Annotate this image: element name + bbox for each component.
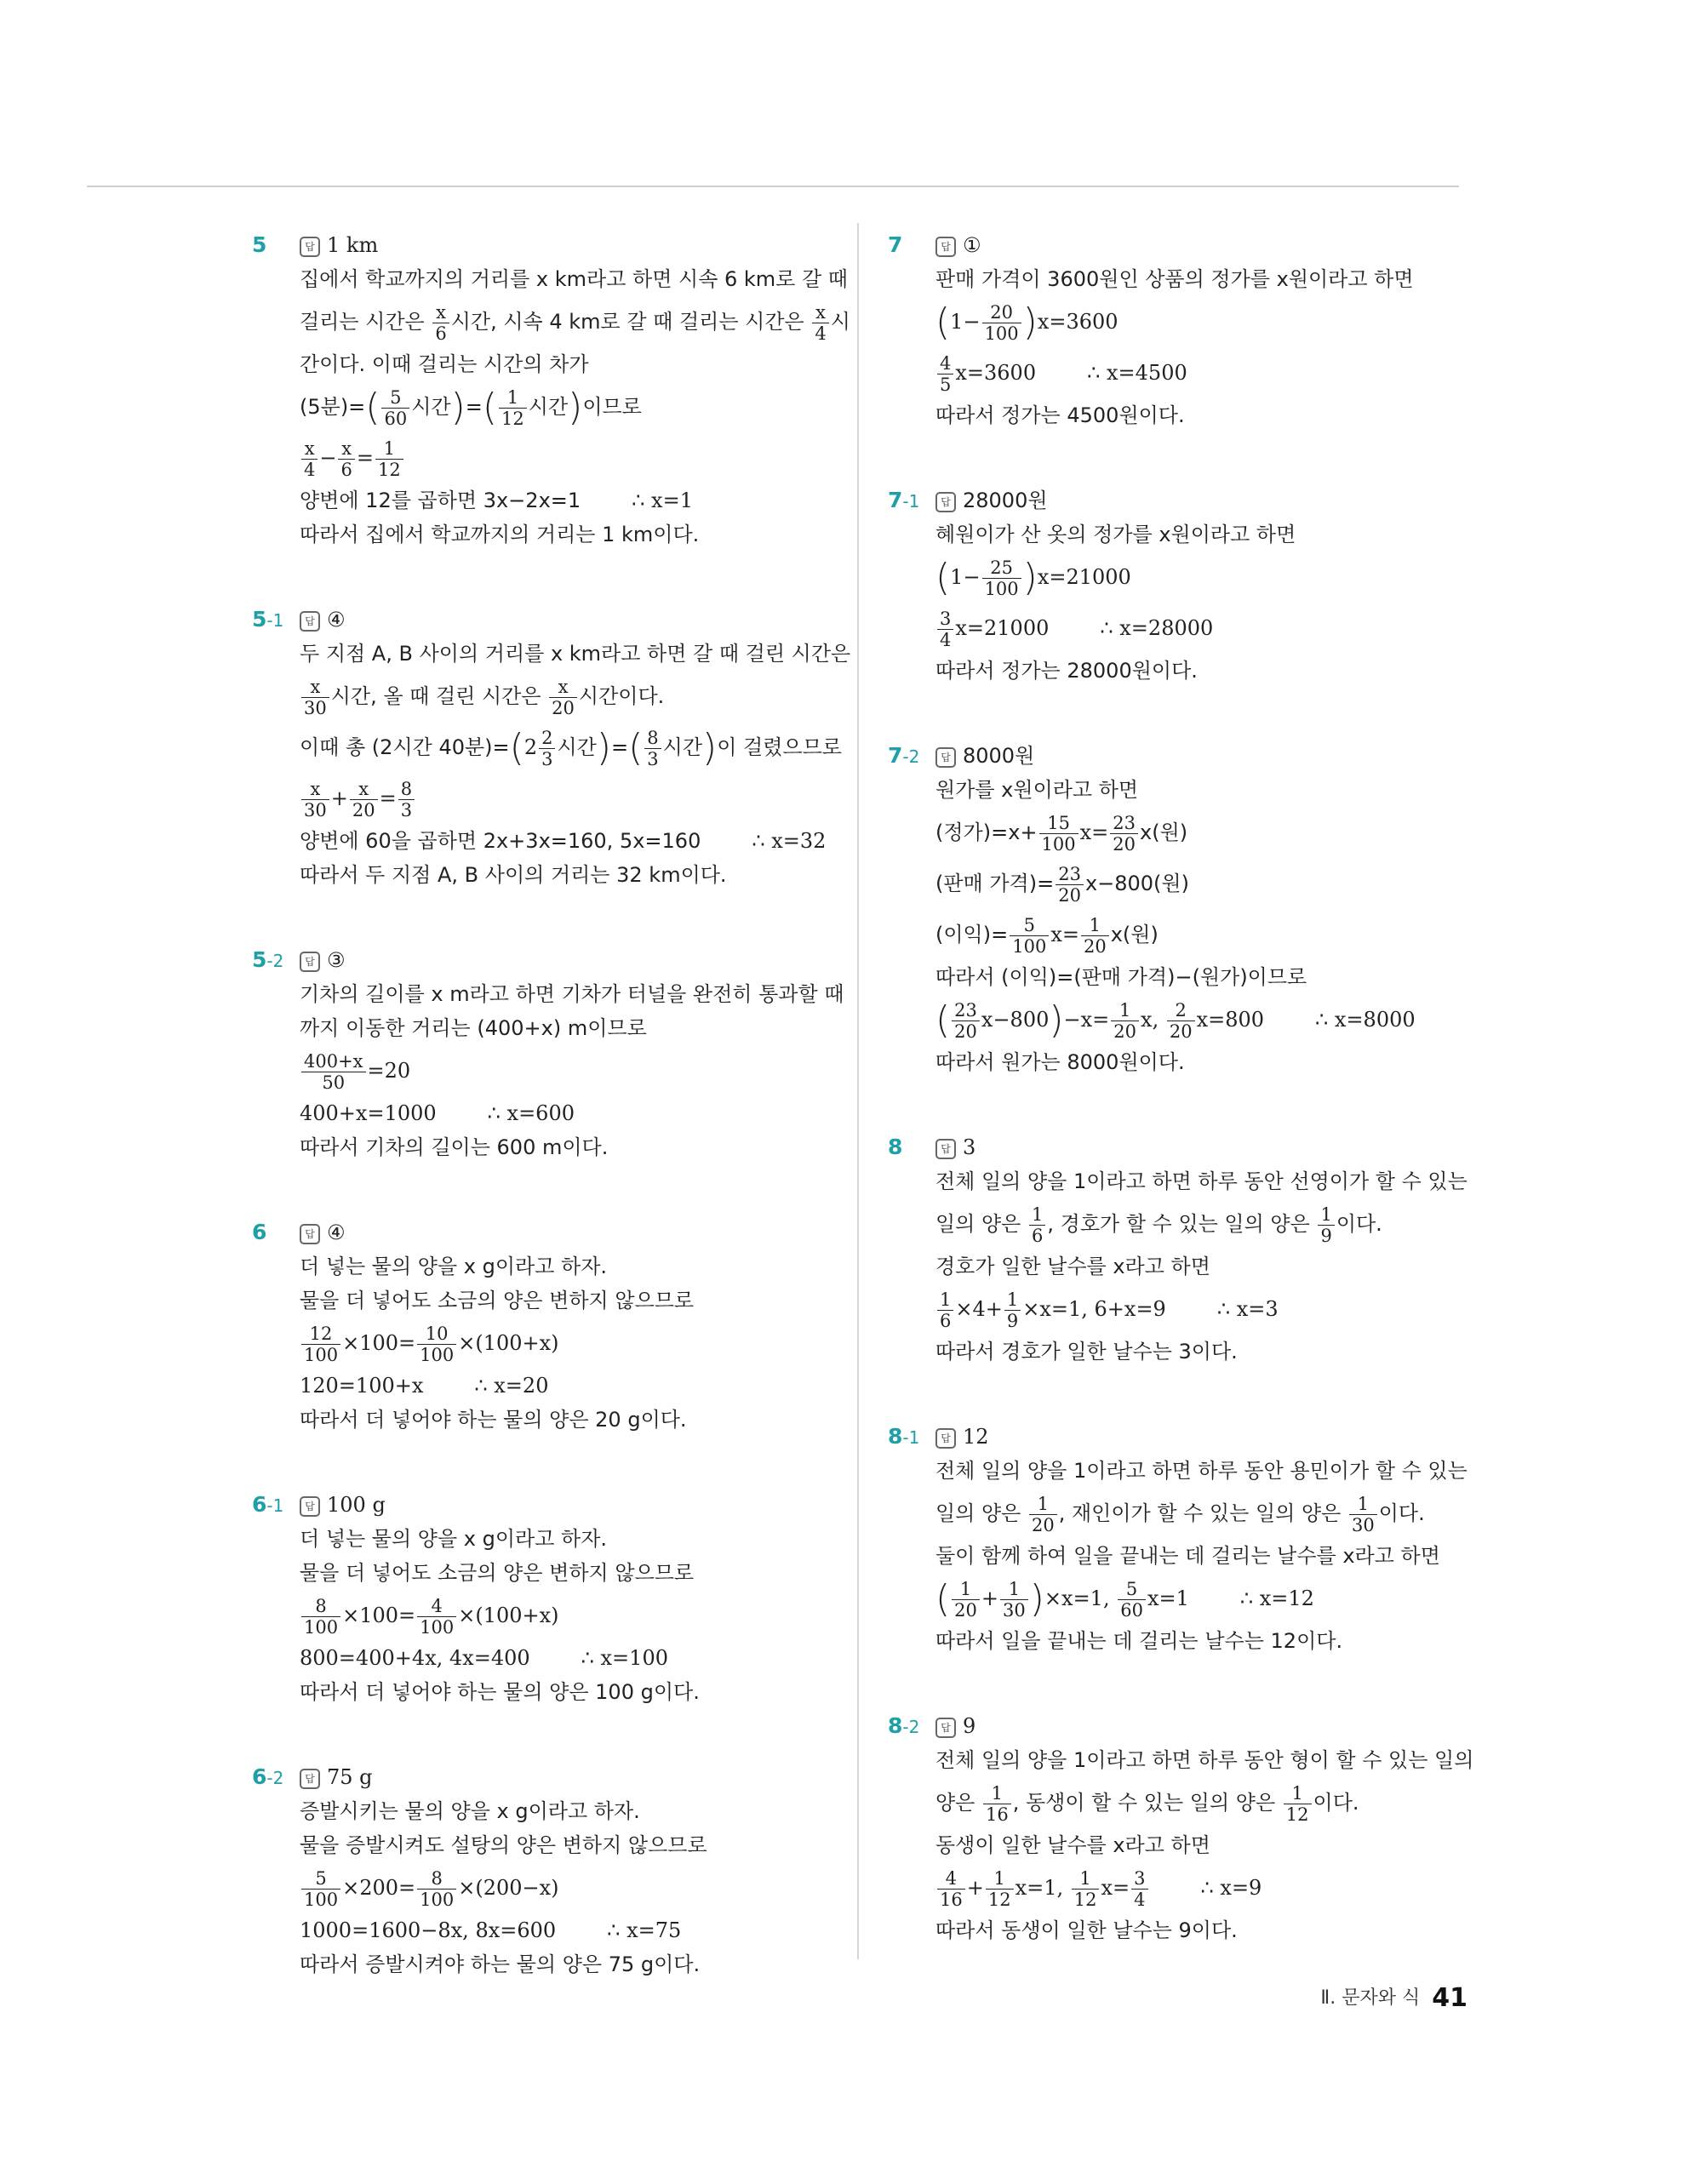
answer-icon: 답 — [300, 952, 320, 972]
equation: $\frac{4}{16}$ + $\frac{1}{12}$ x=1, $\frac{1}{12}$ x= $\frac{3}{4}$ ∴ x=9 — [935, 1862, 1475, 1913]
answer: 12 — [963, 1425, 989, 1449]
answer-icon: 답 — [935, 1139, 956, 1159]
text-line: 판매 가격이 3600원인 상품의 정가를 x원이라고 하면 — [935, 267, 1414, 291]
text-line: 800=400+4x, 4x=400 ∴ x=100 — [300, 1646, 668, 1670]
answer: ④ — [327, 608, 346, 632]
text-line: 두 지점 A, B 사이의 거리를 x km라고 하면 갈 때 걸린 시간은 — [300, 642, 851, 666]
column-divider — [857, 223, 859, 1959]
equation: (이익)= $\frac{5}{100}$ x= $\frac{1}{20}$ x(원) — [935, 914, 1159, 957]
problem-7-1 — [888, 483, 1475, 688]
conclusion: 따라서 동생이 일한 날수는 9이다. — [935, 1918, 1238, 1942]
text-line: 전체 일의 양을 1이라고 하면 하루 동안 형이 할 수 있는 일의 — [935, 1748, 1474, 1772]
equation: ( $\frac{23}{20}$ x−800)−x= $\frac{1}{20}$ x, $\frac{2}{20}$ x=800 ∴ x=8000 — [935, 998, 1416, 1042]
chapter-label: Ⅱ. 문자와 식 — [1320, 1987, 1421, 2009]
problem-6-2 — [252, 1760, 839, 1981]
problem-number: 5 — [252, 232, 267, 257]
equation: $\frac{12}{100}$ ×100= $\frac{10}{100}$ ×(100+x) — [300, 1318, 839, 1369]
problem-number: 6 — [252, 1220, 267, 1244]
answer: 9 — [963, 1714, 976, 1738]
answer: 8000원 — [963, 744, 1035, 768]
answer: ① — [963, 233, 981, 257]
text-line: 양변에 12를 곱하면 3x−2x=1 ∴ x=1 — [300, 489, 693, 512]
right-column — [888, 228, 1475, 1947]
problem-6 — [252, 1215, 839, 1437]
problem-8 — [888, 1130, 1475, 1369]
problem-number: 7-1 — [888, 488, 920, 512]
text-line: 더 넣는 물의 양을 x g이라고 하자. — [300, 1255, 608, 1278]
equation: $\frac{5}{100}$ ×200= $\frac{8}{100}$ ×(200−x) — [300, 1862, 839, 1913]
answer-icon: 답 — [935, 492, 956, 512]
equation: (1− $\frac{20}{100}$ )x=3600 — [935, 300, 1118, 344]
equation: $\frac{400+x}{50}$ =20 — [300, 1045, 839, 1096]
answer: 100 g — [327, 1493, 386, 1517]
conclusion: 따라서 증발시켜야 하는 물의 양은 75 g이다. — [300, 1952, 701, 1976]
text-line: 물을 증발시켜도 설탕의 양은 변하지 않으므로 — [300, 1833, 707, 1857]
text-line: 따라서 (이익)=(판매 가격)−(원가)이므로 — [935, 965, 1307, 989]
conclusion: 따라서 더 넣어야 하는 물의 양은 20 g이다. — [300, 1408, 687, 1432]
conclusion: 따라서 원가는 8000원이다. — [935, 1050, 1185, 1074]
page-number: 41 — [1432, 1983, 1467, 2013]
equation: $\frac{x}{4}$ − $\frac{x}{6}$ = $\frac{1}{12}$ — [300, 432, 839, 483]
text-line: 기차의 길이를 x m라고 하면 기차가 터널을 완전히 통과할 때 — [300, 982, 844, 1006]
problem-7-2 — [888, 739, 1475, 1079]
text-line: $\frac{x}{30}$ 시간, 올 때 걸린 시간은 $\frac{x}{20}$ 시간이다. — [300, 671, 839, 722]
equation: $\frac{x}{30}$ + $\frac{x}{20}$ = $\frac{8}{3}$ — [300, 773, 839, 824]
problem-7 — [888, 228, 1475, 432]
text-line: 120=100+x ∴ x=20 — [300, 1374, 549, 1398]
text-line: 양은 $\frac{1}{16}$ , 동생이 할 수 있는 일의 양은 $\frac{1}{12}$ 이다. — [935, 1782, 1359, 1825]
text-line: 경호가 일한 날수를 x라고 하면 — [935, 1255, 1210, 1278]
text-line: 둘이 함께 하여 일을 끝내는 데 걸리는 날수를 x라고 하면 — [935, 1544, 1440, 1568]
answer-icon: 답 — [935, 1428, 956, 1449]
equation: (판매 가격)= $\frac{23}{20}$ x−800(원) — [935, 863, 1189, 906]
equation: ( $\frac{1}{20}$ + $\frac{1}{30}$ )×x=1, $\frac{5}{60}$ x=1 ∴ x=12 — [935, 1577, 1314, 1621]
text-line: 혜원이가 산 옷의 정가를 x원이라고 하면 — [935, 523, 1296, 546]
page-footer — [1320, 1983, 1467, 2013]
problem-6-1 — [252, 1488, 839, 1709]
problem-number: 6-2 — [252, 1764, 284, 1789]
top-rule — [87, 186, 1459, 187]
text-line: 간이다. 이때 걸리는 시간의 차가 — [300, 352, 589, 376]
text-line: 물을 더 넣어도 소금의 양은 변하지 않으므로 — [300, 1561, 695, 1585]
text-line: 400+x=1000 ∴ x=600 — [300, 1101, 575, 1125]
conclusion: 따라서 정가는 4500원이다. — [935, 403, 1185, 427]
answer: 28000원 — [963, 489, 1048, 512]
text-line: 물을 더 넣어도 소금의 양은 변하지 않으므로 — [300, 1289, 695, 1312]
conclusion: 따라서 경호가 일한 날수는 3이다. — [935, 1340, 1238, 1364]
equation: (1− $\frac{25}{100}$ )x=21000 — [935, 556, 1131, 599]
problem-5-1 — [252, 603, 851, 892]
problem-8-2 — [888, 1709, 1475, 1947]
equation: $\frac{8}{100}$ ×100= $\frac{4}{100}$ ×(100+x) — [300, 1590, 839, 1641]
conclusion: 따라서 정가는 28000원이다. — [935, 659, 1198, 683]
problem-number: 7-2 — [888, 743, 920, 768]
answer-icon: 답 — [935, 1718, 956, 1738]
equation: $\frac{1}{6}$ ×4+ $\frac{1}{9}$ ×x=1, 6+x=9 ∴ x=3 — [935, 1284, 1475, 1335]
text-line: 증발시키는 물의 양을 x g이라고 하자. — [300, 1799, 640, 1823]
text-line: 원가를 x원이라고 하면 — [935, 778, 1139, 802]
conclusion: 따라서 두 지점 A, B 사이의 거리는 32 km이다. — [300, 863, 727, 887]
problem-number: 6-1 — [252, 1492, 284, 1517]
answer-icon: 답 — [935, 237, 956, 257]
text-line: 1000=1600−8x, 8x=600 ∴ x=75 — [300, 1918, 682, 1942]
answer: 75 g — [327, 1765, 373, 1789]
text-line: 걸리는 시간은 $\frac{x}{6}$ 시간, 시속 4 km로 갈 때 걸리는 시간은 $\frac{x}{4}$ 시 — [300, 301, 850, 344]
text-line: 이때 총 (2시간 40분)=(2 $\frac{2}{3}$ 시간)=( $\frac{8}{3}$ 시간)이 걸렸으므로 — [300, 726, 842, 769]
problem-8-1 — [888, 1420, 1475, 1658]
answer-icon: 답 — [935, 747, 956, 768]
text-line: 전체 일의 양을 1이라고 하면 하루 동안 용민이가 할 수 있는 — [935, 1459, 1467, 1483]
text-line: (5분)=( $\frac{5}{60}$ 시간)=( $\frac{1}{12}$ 시간)이므로 — [300, 386, 642, 429]
text-line: 까지 이동한 거리는 (400+x) m이므로 — [300, 1016, 647, 1040]
answer-icon: 답 — [300, 611, 320, 632]
conclusion: 따라서 더 넣어야 하는 물의 양은 100 g이다. — [300, 1680, 700, 1704]
text-line: 더 넣는 물의 양을 x g이라고 하자. — [300, 1527, 608, 1551]
answer: ③ — [327, 948, 346, 972]
conclusion: 따라서 일을 끝내는 데 걸리는 날수는 12이다. — [935, 1629, 1343, 1653]
answer-icon: 답 — [300, 1769, 320, 1789]
text-line: 일의 양은 $\frac{1}{6}$ , 경호가 할 수 있는 일의 양은 $\frac{1}{9}$ 이다. — [935, 1203, 1382, 1246]
problem-number: 8-2 — [888, 1713, 920, 1738]
problem-number: 5-1 — [252, 607, 284, 632]
conclusion: 따라서 기차의 길이는 600 m이다. — [300, 1135, 609, 1159]
equation: $\frac{3}{4}$ x=21000 ∴ x=28000 — [935, 603, 1475, 654]
text-line: 집에서 학교까지의 거리를 x km라고 하면 시속 6 km로 갈 때 — [300, 267, 848, 291]
problem-number: 7 — [888, 232, 903, 257]
answer-icon: 답 — [300, 1224, 320, 1244]
problem-number: 5-2 — [252, 947, 284, 972]
text-line: 전체 일의 양을 1이라고 하면 하루 동안 선영이가 할 수 있는 — [935, 1169, 1467, 1193]
conclusion: 따라서 집에서 학교까지의 거리는 1 km이다. — [300, 523, 700, 546]
answer: ④ — [327, 1221, 346, 1244]
answer: 3 — [963, 1135, 976, 1159]
text-line: 동생이 일한 날수를 x라고 하면 — [935, 1833, 1210, 1857]
problem-5-2 — [252, 943, 844, 1164]
problem-5 — [252, 228, 850, 552]
equation: $\frac{4}{5}$ x=3600 ∴ x=4500 — [935, 347, 1475, 398]
problem-number: 8-1 — [888, 1424, 920, 1449]
answer: 1 km — [327, 233, 379, 257]
text-line: 일의 양은 $\frac{1}{20}$ , 재인이가 할 수 있는 일의 양은 $\frac{1}{30}$ 이다. — [935, 1493, 1425, 1535]
answer-icon: 답 — [300, 237, 320, 257]
equation: (정가)=x+ $\frac{15}{100}$ x= $\frac{23}{20}$ x(원) — [935, 812, 1188, 855]
problem-number: 8 — [888, 1135, 903, 1159]
answer-icon: 답 — [300, 1496, 320, 1517]
text-line: 양변에 60을 곱하면 2x+3x=160, 5x=160 ∴ x=32 — [300, 829, 827, 853]
left-column — [252, 228, 851, 1981]
